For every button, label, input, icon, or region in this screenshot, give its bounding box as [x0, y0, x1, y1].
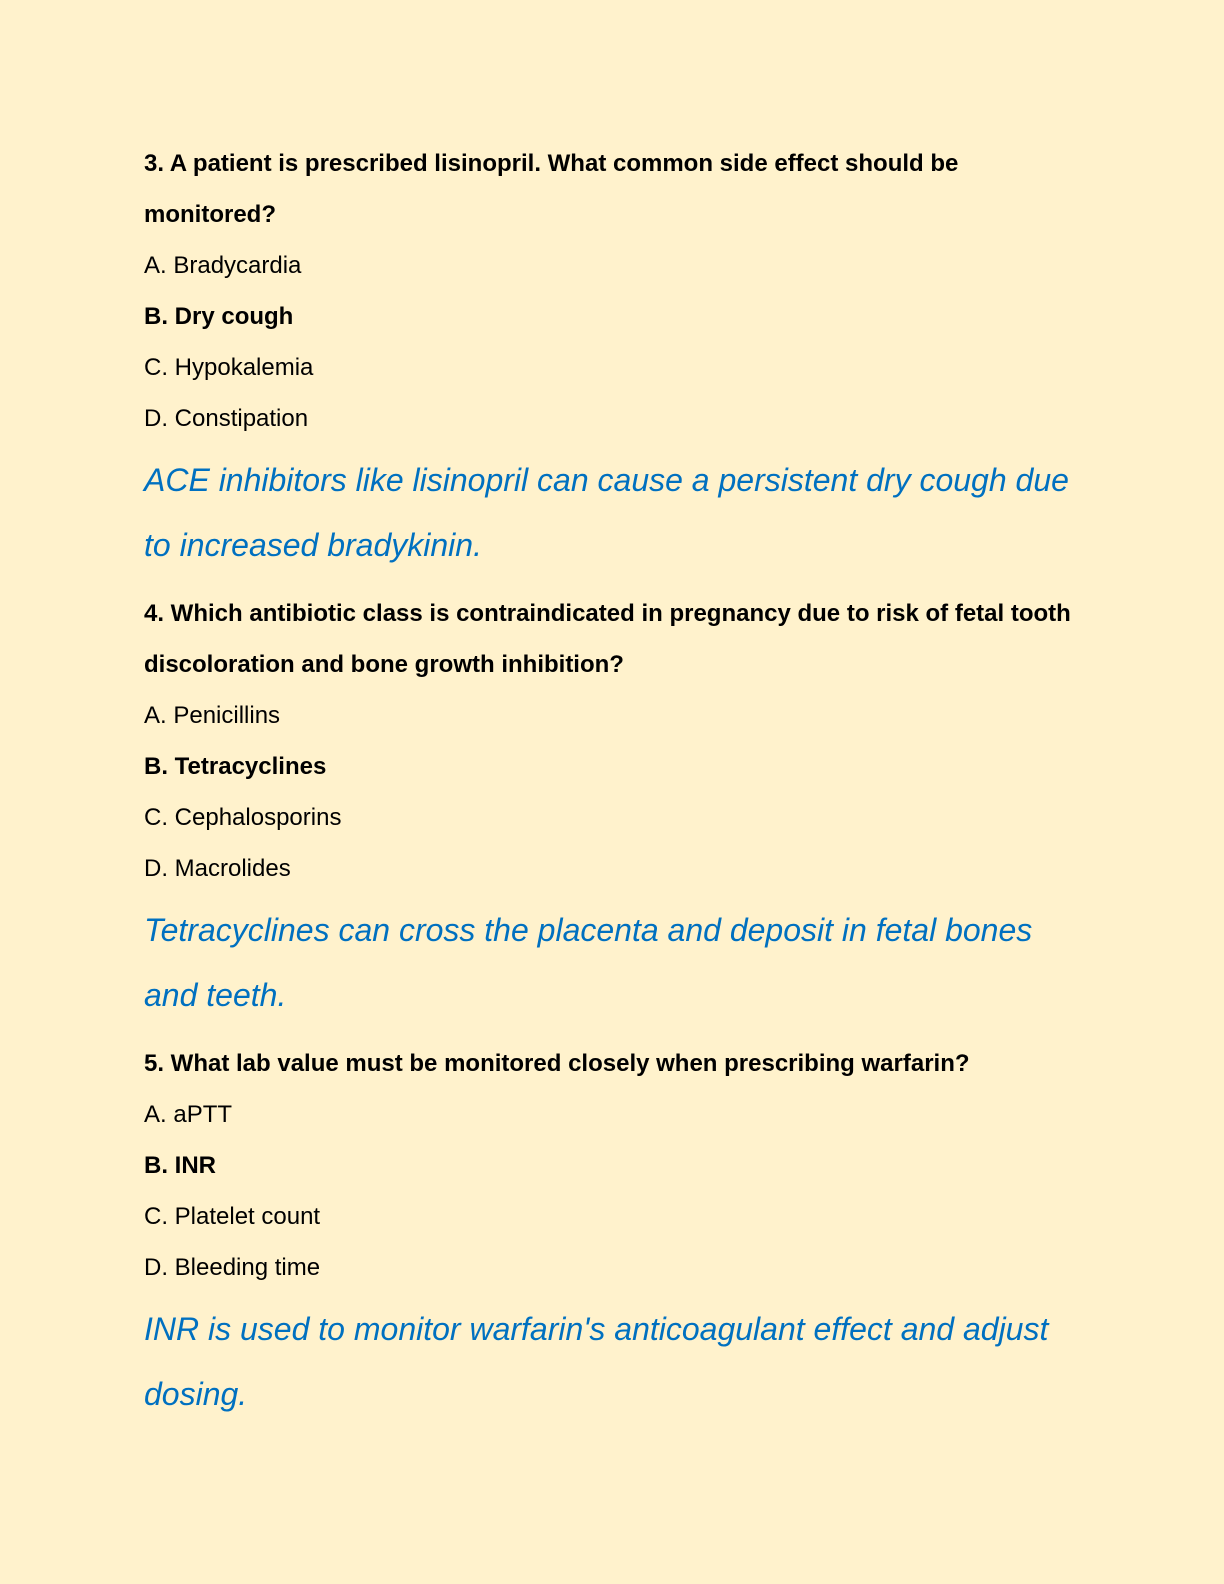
- question-5: [144, 1038, 1074, 1427]
- option-a: A. Bradycardia: [144, 252, 302, 279]
- question-text: 4. Which antibiotic class is contraindicated in pregnancy due to risk of fetal tooth discoloration and bone growth inhibition?: [144, 600, 1071, 678]
- explanation: INR is used to monitor warfarin's anticoagulant effect and adjust dosing.: [144, 1311, 1049, 1412]
- option-b-correct: B. Tetracyclines: [144, 753, 327, 780]
- question-text: 3. A patient is prescribed lisinopril. What common side effect should be monitored?: [144, 150, 959, 228]
- option-d: D. Bleeding time: [144, 1254, 321, 1281]
- option-d: D. Macrolides: [144, 855, 291, 882]
- question-4: [144, 588, 1074, 1028]
- option-b-correct: B. INR: [144, 1152, 216, 1179]
- option-c: C. Platelet count: [144, 1203, 321, 1230]
- option-c: C. Hypokalemia: [144, 354, 314, 381]
- option-b-correct: B. Dry cough: [144, 303, 294, 330]
- option-c: C. Cephalosporins: [144, 804, 342, 831]
- option-a: A. aPTT: [144, 1101, 233, 1128]
- question-text: 5. What lab value must be monitored closely when prescribing warfarin?: [144, 1050, 970, 1077]
- option-a: A. Penicillins: [144, 702, 281, 729]
- question-3: [144, 138, 1074, 578]
- explanation: ACE inhibitors like lisinopril can cause a persistent dry cough due to increased bradykinin.: [144, 462, 1069, 563]
- explanation: Tetracyclines can cross the placenta and deposit in fetal bones and teeth.: [144, 912, 1033, 1013]
- option-d: D. Constipation: [144, 405, 309, 432]
